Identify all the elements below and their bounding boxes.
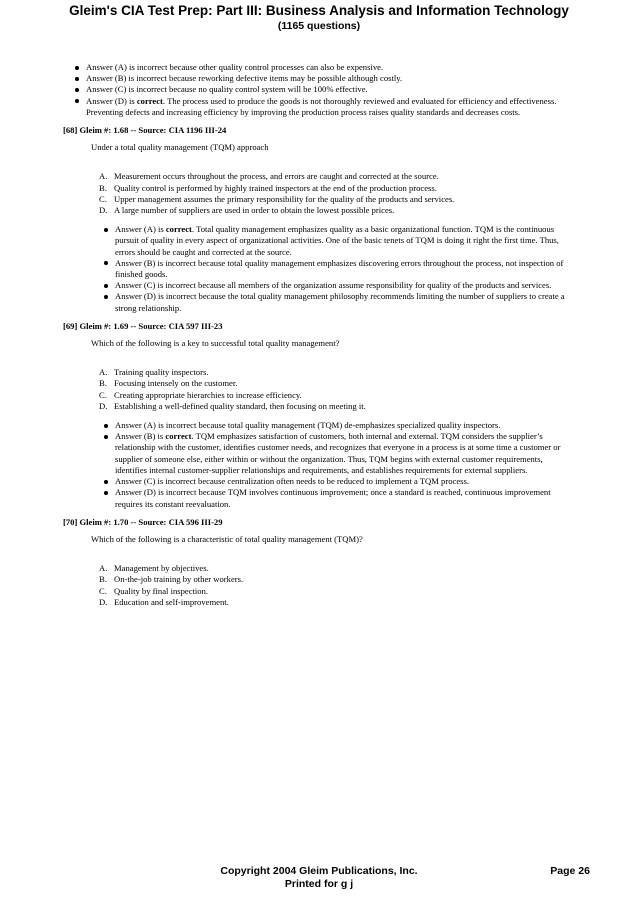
answer-explanation: Answer (B) is incorrect because total quality management emphasizes discovering errors throughout the process, not inspection of finished goods. bbox=[91, 258, 573, 280]
bullet-icon bbox=[104, 295, 108, 299]
bullet-icon bbox=[104, 228, 108, 232]
question-text: Which of the following is a characteristic of total quality management (TQM)? bbox=[91, 533, 363, 544]
answer-explanation: Answer (B) is incorrect because reworking defective items may be possible although costly. bbox=[63, 73, 573, 84]
bullet-icon bbox=[104, 424, 108, 428]
choice-item: B. Quality control is performed by highly trained inspectors at the end of the production process. bbox=[99, 182, 437, 193]
bullet-icon bbox=[104, 491, 108, 495]
answer-explanation-correct: Answer (D) is correct. The process used to produce the goods is not thoroughly reviewed and evaluated for efficiency and effectiveness. Preventing defects and increasing efficiency by improving the production process raises quality standards and decreases costs. bbox=[63, 96, 573, 118]
page-header bbox=[0, 0, 638, 33]
bullet-icon bbox=[75, 77, 79, 81]
question-heading: [68] Gleim #: 1.68 -- Source: CIA 1196 III-24 bbox=[63, 125, 227, 136]
choice-item: C. Quality by final inspection. bbox=[99, 585, 209, 596]
previous-answers bbox=[63, 62, 573, 118]
choice-item: A. Training quality inspectors. bbox=[99, 367, 209, 378]
choice-item: D. Establishing a well-defined quality standard, then focusing on meeting it. bbox=[99, 400, 366, 411]
answer-explanation: Answer (C) is incorrect because no quality control system will be 100% effective. bbox=[63, 84, 573, 95]
bullet-icon bbox=[75, 99, 79, 103]
choice-list bbox=[63, 563, 573, 608]
choice-list bbox=[63, 171, 573, 216]
answer-explanation: Answer (C) is incorrect because centralization often needs to be reduced to implement a TQM process. bbox=[91, 476, 573, 487]
choice-list bbox=[63, 367, 573, 412]
answer-explanation: Answer (A) is incorrect because total quality management (TQM) de-emphasizes specialized quality inspectors. bbox=[91, 420, 573, 431]
page-title: Gleim's CIA Test Prep: Part III: Business Analysis and Information Technology bbox=[69, 3, 569, 18]
choice-item: A. Measurement occurs throughout the process, and errors are caught and corrected at the source. bbox=[99, 171, 439, 182]
answer-explanation: Answer (A) is incorrect because other quality control processes can also be expensive. bbox=[63, 62, 573, 73]
bullet-icon bbox=[104, 480, 108, 484]
choice-item: D. A large number of suppliers are used in order to obtain the lowest possible prices. bbox=[99, 205, 395, 216]
answer-explanations bbox=[63, 224, 573, 314]
page-content bbox=[63, 62, 573, 608]
copyright-notice: Copyright 2004 Gleim Publications, Inc. bbox=[220, 865, 418, 877]
answer-explanation-correct: Answer (B) is correct. TQM emphasizes satisfaction of customers, both internal and external. TQM considers the supplier’s relationship with the customer, identifies customer needs, and recognizes that everyone in a process is at some time a customer or supplier of someone else, either within or without the organization. Thus, TQM begins with external customer requirements, identifies internal customer-supplier relationships and requirements, and establishes requirements for external suppliers. bbox=[91, 431, 573, 476]
question-heading: [69] Gleim #: 1.69 -- Source: CIA 597 III-23 bbox=[63, 320, 223, 331]
bullet-icon bbox=[104, 435, 108, 439]
answer-explanation: Answer (D) is incorrect because TQM involves continuous improvement; once a standard is reached, continuous improvement requires its constant reevaluation. bbox=[91, 487, 573, 509]
question-heading: [70] Gleim #: 1.70 -- Source: CIA 596 III-29 bbox=[63, 516, 223, 527]
bullet-icon bbox=[75, 88, 79, 92]
answer-explanation: Answer (C) is incorrect because all members of the organization assume responsibility for quality of the products and services. bbox=[91, 280, 573, 291]
choice-item: C. Upper management assumes the primary responsibility for the quality of the products and services. bbox=[99, 193, 455, 204]
choice-item: D. Education and self-improvement. bbox=[99, 596, 229, 607]
bullet-icon bbox=[104, 284, 108, 288]
answer-explanation-correct: Answer (A) is correct. Total quality management emphasizes quality as a basic organizational function. TQM is the continuous pursuit of quality in every aspect of organizational activities. One of the basic tenets of TQM is doing it right the first time. Thus, errors should be caught and corrected at the source. bbox=[91, 224, 573, 258]
page-number: Page 26 bbox=[550, 865, 590, 877]
page-subtitle: (1165 questions) bbox=[277, 20, 361, 32]
choice-item: B. Focusing intensely on the customer. bbox=[99, 378, 238, 389]
choice-item: C. Creating appropriate hierarchies to increase efficiency. bbox=[99, 389, 302, 400]
bullet-icon bbox=[104, 261, 108, 265]
answer-explanation: Answer (D) is incorrect because the total quality management philosophy recommends limiting the number of suppliers to create a strong relationship. bbox=[91, 291, 573, 313]
answer-explanations bbox=[63, 420, 573, 510]
question-text: Under a total quality management (TQM) approach bbox=[91, 142, 269, 153]
choice-item: B. On-the-job training by other workers. bbox=[99, 574, 244, 585]
page-footer bbox=[0, 865, 638, 891]
printed-for: Printed for g j bbox=[284, 878, 354, 890]
question-text: Which of the following is a key to successful total quality management? bbox=[91, 338, 340, 349]
choice-item: A. Management by objectives. bbox=[99, 563, 209, 574]
bullet-icon bbox=[75, 66, 79, 70]
